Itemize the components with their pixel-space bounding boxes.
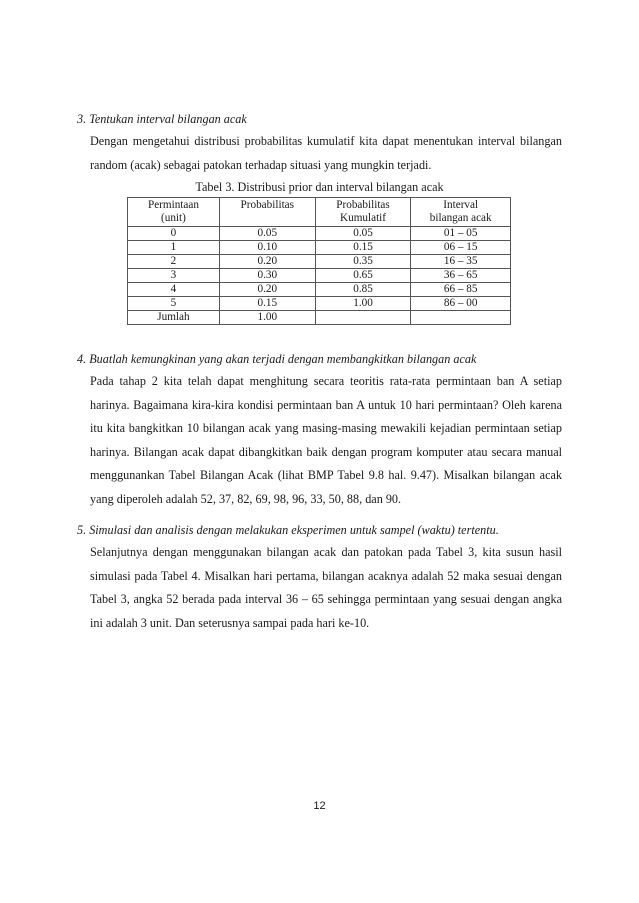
table-cell: 0 (128, 227, 220, 241)
table-row (128, 241, 511, 255)
table-cell: 86 – 00 (411, 297, 511, 311)
col-header-permintaan: Permintaan (unit) (128, 198, 220, 227)
table-cell: 0.65 (315, 269, 411, 283)
table-cell: 01 – 05 (411, 227, 511, 241)
table-cell: 0.15 (219, 297, 315, 311)
section-3-paragraph: Dengan mengetahui distribusi probabilitas kumulatif kita dapat menentukan interval bilangan random (acak) sebagai patokan terhadap situasi yang mungkin terjadi. (90, 134, 562, 172)
col-header-kumulatif: Probabilitas Kumulatif (315, 198, 411, 227)
table-cell: 1 (128, 241, 220, 255)
table-cell: 5 (128, 297, 220, 311)
table-cell (411, 311, 511, 325)
section-4-paragraph: Pada tahap 2 kita telah dapat menghitung secara teoritis rata-rata permintaan ban A setiap harinya. Bagaimana kira-kira kondisi permintaan ban A untuk 10 hari permintaan? Oleh karena itu kita bangkitkan 10 bilangan acak yang masing-masing mewakili kejadian permintaan setiap harinya. Bilangan acak dapat dibangkitkan baik dengan program komputer atau secara manual menggunankan Tabel Bilangan Acak (lihat BMP Tabel 9.8 hal. 9.47). Misalkan bilangan acak yang diperoleh adalah 52, 37, 82, 69, 98, 96, 33, 50, 88, dan 90. (90, 374, 562, 506)
section-5-heading: 5. Simulasi dan analisis dengan melakukan eksperimen untuk sampel (waktu) tertentu. (77, 523, 499, 537)
section-5-paragraph: Selanjutnya dengan menggunakan bilangan acak dan patokan pada Tabel 3, kita susun hasil simulasi pada Tabel 4. Misalkan hari pertama, bilangan acaknya adalah 52 maka sesuai dengan Tabel 3, angka 52 berada pada interval 36 – 65 sehingga permintaan yang sesuai dengan angka ini adalah 3 unit. Dan seterusnya sampai pada hari ke-10. (90, 545, 562, 630)
table-3-caption: Tabel 3. Distribusi prior dan interval bilangan acak (195, 180, 444, 194)
table-cell (315, 311, 411, 325)
table-header-row (128, 198, 511, 227)
table-row (128, 269, 511, 283)
table-cell: 0.20 (219, 283, 315, 297)
table-cell: 2 (128, 255, 220, 269)
table-cell: Jumlah (128, 311, 220, 325)
page-number: 12 (313, 800, 326, 812)
section-4-heading: 4. Buatlah kemungkinan yang akan terjadi dengan membangkitkan bilangan acak (77, 352, 477, 366)
table-cell: 0.20 (219, 255, 315, 269)
table-total-row (128, 311, 511, 325)
table-cell: 16 – 35 (411, 255, 511, 269)
table-cell: 0.05 (315, 227, 411, 241)
section-3-heading: 3. Tentukan interval bilangan acak (77, 112, 247, 126)
table-cell: 0.30 (219, 269, 315, 283)
table-cell: 0.05 (219, 227, 315, 241)
table-cell: 0.15 (315, 241, 411, 255)
table-cell: 0.85 (315, 283, 411, 297)
table-cell: 1.00 (315, 297, 411, 311)
table-cell: 1.00 (219, 311, 315, 325)
col-header-probabilitas: Probabilitas (219, 198, 315, 227)
table-cell: 06 – 15 (411, 241, 511, 255)
table-cell: 36 – 65 (411, 269, 511, 283)
table-3 (127, 197, 511, 325)
table-cell: 0.10 (219, 241, 315, 255)
table-cell: 0.35 (315, 255, 411, 269)
table-row (128, 227, 511, 241)
table-row (128, 283, 511, 297)
table-cell: 3 (128, 269, 220, 283)
table-row (128, 255, 511, 269)
col-header-interval: Interval bilangan acak (411, 198, 511, 227)
table-row (128, 297, 511, 311)
table-cell: 66 – 85 (411, 283, 511, 297)
table-cell: 4 (128, 283, 220, 297)
